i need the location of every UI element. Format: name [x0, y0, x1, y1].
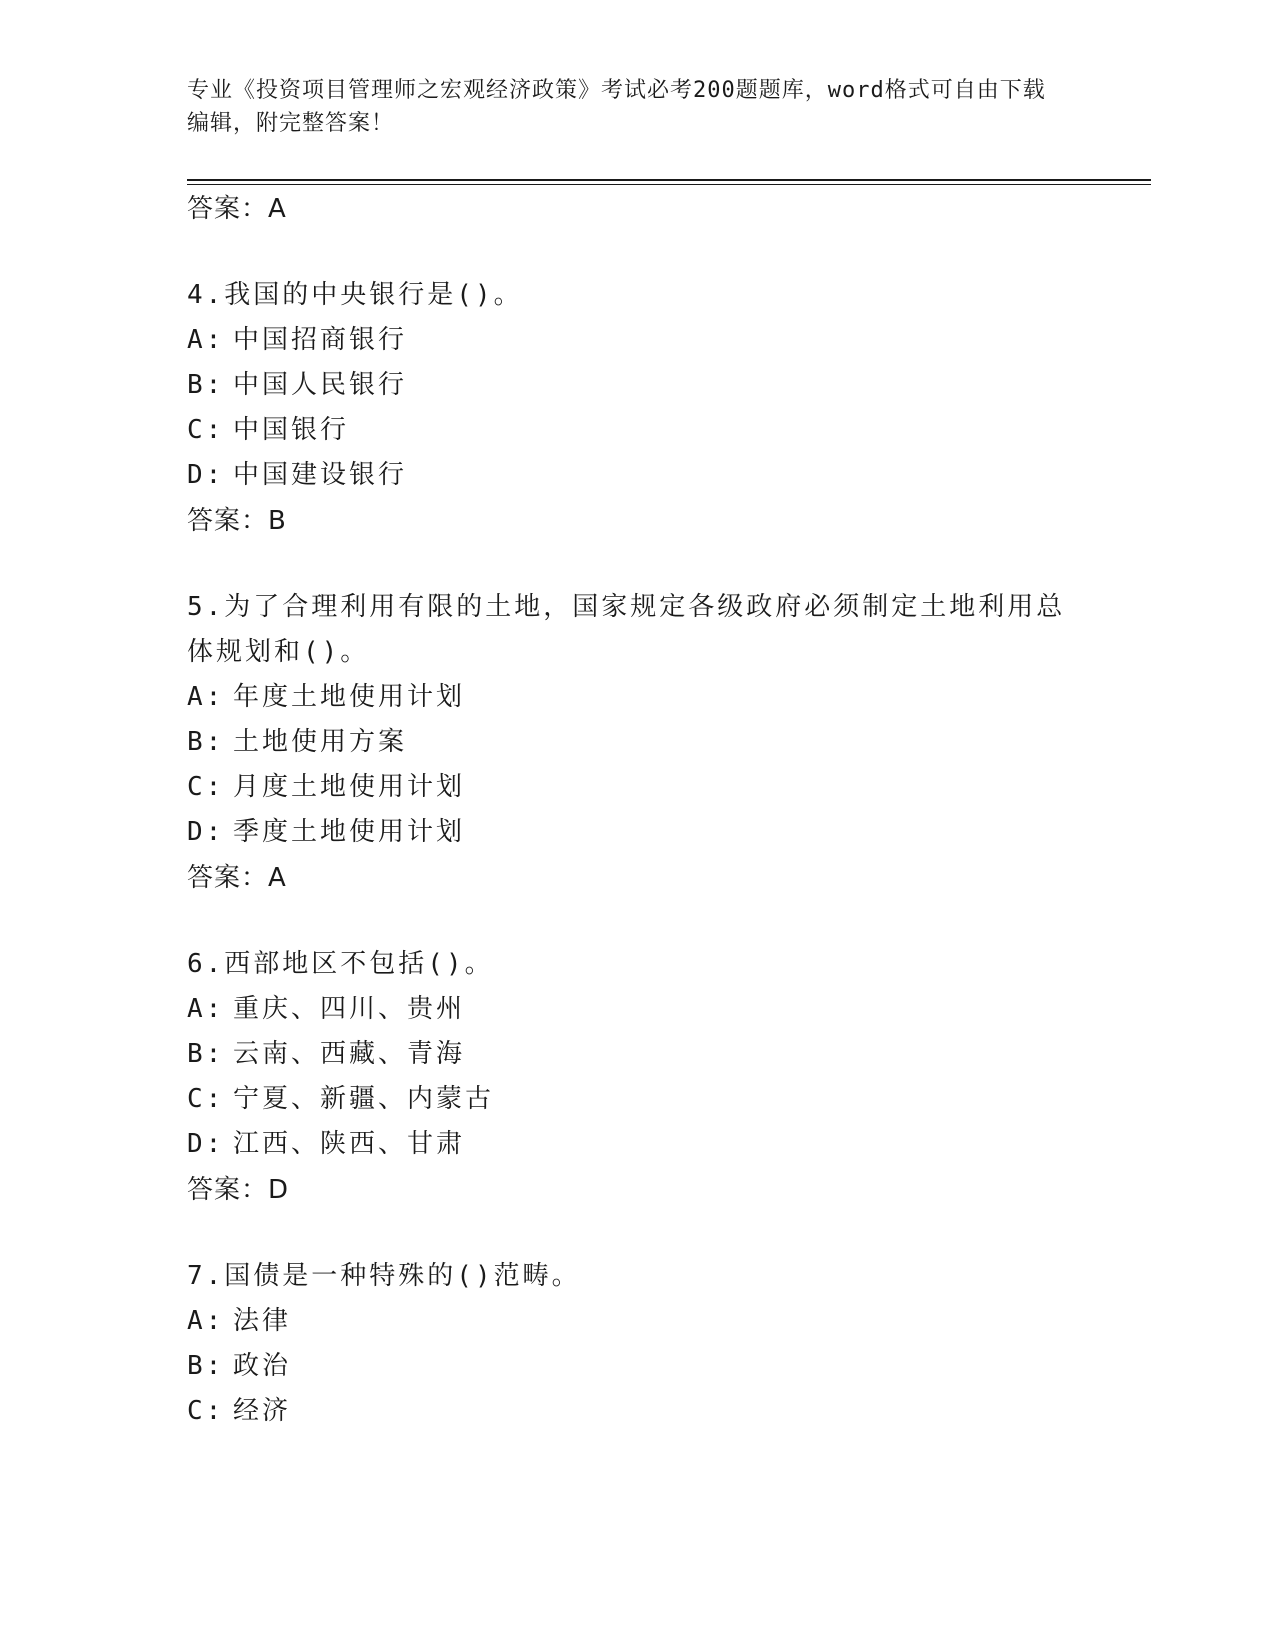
answer-line: 答案：A [187, 194, 287, 224]
option-text: 法律 [233, 1306, 292, 1336]
option-key: D: [187, 1129, 225, 1159]
header-rule-thin [187, 184, 1151, 185]
option-b [187, 1344, 1067, 1389]
question-stem: 6.西部地区不包括()。 [187, 949, 494, 979]
option-key: D: [187, 817, 225, 847]
answer-line: 答案：A [187, 863, 287, 893]
option-text: 政治 [233, 1351, 292, 1381]
question-stem: 4.我国的中央银行是()。 [187, 280, 523, 310]
option-key: C: [187, 415, 225, 445]
option-text: 云南、西藏、青海 [233, 1039, 466, 1069]
option-text: 中国人民银行 [233, 370, 408, 400]
question-4 [187, 273, 1067, 539]
option-key: A: [187, 325, 225, 355]
option-key: D: [187, 460, 225, 490]
option-key: C: [187, 1396, 225, 1426]
option-a [187, 675, 1067, 720]
option-key: A: [187, 682, 225, 712]
option-a [187, 318, 1067, 363]
option-key: C: [187, 1084, 225, 1114]
question-stem: 7.国债是一种特殊的()范畴。 [187, 1261, 581, 1291]
option-text: 中国银行 [233, 415, 350, 445]
option-text: 土地使用方案 [233, 727, 408, 757]
option-key: B: [187, 1351, 225, 1381]
option-key: B: [187, 370, 225, 400]
option-c [187, 1389, 1067, 1434]
question-stem: 5.为了合理利用有限的土地，国家规定各级政府必须制定土地利用总体规划和()。 [187, 592, 1066, 667]
option-text: 经济 [233, 1396, 292, 1426]
option-c [187, 765, 1067, 810]
option-text: 宁夏、新疆、内蒙古 [233, 1084, 495, 1114]
header-rule-thick [187, 179, 1151, 181]
option-c [187, 1077, 1067, 1122]
header-intro-text: 专业《投资项目管理师之宏观经济政策》考试必考200题题库，word格式可自由下载编辑，附完整答案！ [187, 78, 1046, 136]
option-text: 重庆、四川、贵州 [233, 994, 466, 1024]
question-5 [187, 585, 1067, 896]
document-body [187, 191, 1067, 1434]
option-key: B: [187, 1039, 225, 1069]
option-text: 年度土地使用计划 [233, 682, 466, 712]
answer-line: 答案：D [187, 1175, 290, 1205]
question-7 [187, 1254, 1067, 1434]
answer-line: 答案：B [187, 506, 287, 536]
option-text: 中国招商银行 [233, 325, 408, 355]
option-key: C: [187, 772, 225, 802]
option-text: 季度土地使用计划 [233, 817, 466, 847]
option-b [187, 363, 1067, 408]
document-header [187, 74, 1067, 140]
option-b [187, 720, 1067, 765]
option-b [187, 1032, 1067, 1077]
option-d [187, 1122, 1067, 1167]
option-a [187, 987, 1067, 1032]
option-text: 月度土地使用计划 [233, 772, 466, 802]
question-6 [187, 942, 1067, 1208]
option-key: A: [187, 994, 225, 1024]
option-key: A: [187, 1306, 225, 1336]
option-text: 江西、陕西、甘肃 [233, 1129, 466, 1159]
option-a [187, 1299, 1067, 1344]
option-d [187, 453, 1067, 498]
option-key: B: [187, 727, 225, 757]
option-c [187, 408, 1067, 453]
option-d [187, 810, 1067, 855]
option-text: 中国建设银行 [233, 460, 408, 490]
